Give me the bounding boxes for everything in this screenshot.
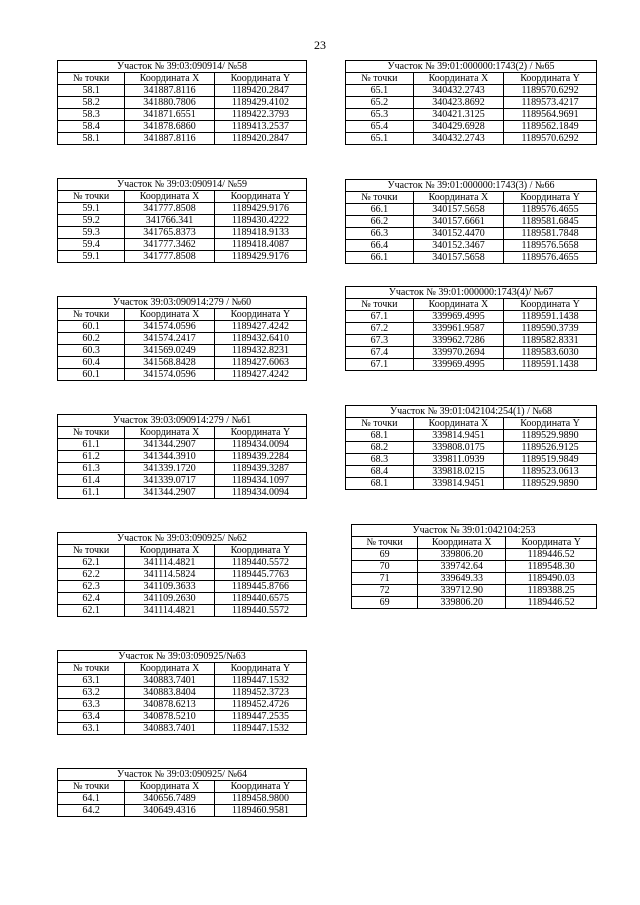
table-row [58, 687, 307, 699]
table-row [352, 597, 597, 609]
table-row [58, 227, 307, 239]
coordinate-table [57, 60, 307, 145]
cell-y: 1189446.52 [506, 597, 597, 609]
cell-y: 1189458.9800 [214, 793, 306, 805]
cell-x: 341109.2630 [125, 593, 215, 605]
cell-y: 1189452.3723 [214, 687, 306, 699]
cell-point: 63.2 [58, 687, 125, 699]
table-row [58, 345, 307, 357]
cell-point: 59.3 [58, 227, 125, 239]
header-x: Координата X [125, 545, 215, 557]
coordinate-table [57, 414, 307, 499]
cell-x: 341574.0596 [125, 369, 215, 381]
header-y: Координата Y [214, 191, 306, 203]
cell-point: 70 [352, 561, 418, 573]
cell-y: 1189570.6292 [504, 85, 597, 97]
cell-point: 58.1 [58, 85, 125, 97]
table-title: Участок № 39:03:090914/ №59 [58, 179, 307, 191]
table-row [346, 109, 597, 121]
header-point: № точки [58, 663, 125, 675]
header-point: № точки [346, 73, 414, 85]
table-row [352, 573, 597, 585]
cell-x: 340878.6213 [125, 699, 215, 711]
cell-x: 340883.7401 [125, 723, 215, 735]
cell-point: 62.1 [58, 557, 125, 569]
header-x: Координата X [125, 191, 215, 203]
cell-y: 1189576.4655 [504, 252, 597, 264]
table-row [58, 675, 307, 687]
header-x: Координата X [125, 427, 215, 439]
table-row [346, 228, 597, 240]
cell-x: 341765.8373 [125, 227, 215, 239]
cell-y: 1189434.0094 [214, 487, 306, 499]
cell-point: 61.1 [58, 439, 125, 451]
header-point: № точки [58, 191, 125, 203]
header-point: № точки [346, 299, 414, 311]
cell-point: 63.4 [58, 711, 125, 723]
cell-x: 340421.3125 [413, 109, 503, 121]
coordinate-table [345, 286, 597, 371]
cell-y: 1189427.4242 [214, 369, 306, 381]
header-x: Координата X [125, 73, 215, 85]
cell-x: 340883.8404 [125, 687, 215, 699]
cell-point: 67.2 [346, 323, 414, 335]
cell-y: 1189460.9581 [214, 805, 306, 817]
table-row [346, 442, 597, 454]
header-point: № точки [58, 545, 125, 557]
cell-y: 1189452.4726 [214, 699, 306, 711]
cell-x: 340656.7489 [125, 793, 215, 805]
cell-x: 341766.341 [125, 215, 215, 227]
cell-point: 59.1 [58, 203, 125, 215]
cell-y: 1189490.03 [506, 573, 597, 585]
table-row [58, 333, 307, 345]
cell-x: 339814.9451 [413, 430, 503, 442]
table-title: Участок № 39:01:000000:1743(4)/ №67 [346, 287, 597, 299]
cell-x: 340878.5210 [125, 711, 215, 723]
cell-y: 1189529.9890 [504, 430, 597, 442]
table-title: Участок № 39:03:090914/ №58 [58, 61, 307, 73]
cell-y: 1189445.7763 [214, 569, 306, 581]
table-row [346, 204, 597, 216]
cell-point: 59.4 [58, 239, 125, 251]
table-row [346, 430, 597, 442]
table-row [58, 357, 307, 369]
cell-x: 340649.4316 [125, 805, 215, 817]
cell-y: 1189576.5658 [504, 240, 597, 252]
cell-x: 341114.5824 [125, 569, 215, 581]
cell-y: 1189573.4217 [504, 97, 597, 109]
table-row [58, 805, 307, 817]
cell-point: 60.3 [58, 345, 125, 357]
cell-point: 63.1 [58, 723, 125, 735]
cell-x: 341344.2907 [125, 439, 215, 451]
coordinate-table [57, 768, 307, 817]
table-row [352, 561, 597, 573]
table-row [58, 605, 307, 617]
cell-point: 64.2 [58, 805, 125, 817]
cell-y: 1189432.6410 [214, 333, 306, 345]
table-row [58, 85, 307, 97]
cell-x: 339806.20 [418, 549, 506, 561]
cell-y: 1189420.2847 [214, 85, 306, 97]
header-x: Координата X [413, 418, 503, 430]
cell-point: 67.3 [346, 335, 414, 347]
cell-y: 1189447.1532 [214, 723, 306, 735]
cell-point: 62.2 [58, 569, 125, 581]
cell-x: 341777.3462 [125, 239, 215, 251]
cell-y: 1189434.1097 [214, 475, 306, 487]
header-y: Координата Y [214, 781, 306, 793]
table-row [58, 97, 307, 109]
cell-point: 67.1 [346, 359, 414, 371]
table-row [58, 369, 307, 381]
cell-y: 1189413.2537 [214, 121, 306, 133]
table-row [58, 251, 307, 263]
table-row [346, 311, 597, 323]
table-row [58, 451, 307, 463]
header-x: Координата X [418, 537, 506, 549]
cell-x: 339811.0939 [413, 454, 503, 466]
header-y: Координата Y [214, 73, 306, 85]
table-row [58, 581, 307, 593]
table-row [346, 335, 597, 347]
cell-x: 341878.6860 [125, 121, 215, 133]
header-x: Координата X [125, 781, 215, 793]
cell-point: 64.1 [58, 793, 125, 805]
cell-x: 340157.5658 [413, 252, 503, 264]
right-column [345, 60, 597, 609]
cell-point: 69 [352, 549, 418, 561]
cell-x: 340432.2743 [413, 85, 503, 97]
header-y: Координата Y [214, 545, 306, 557]
table-title: Участок 39:03:090914:279 / №60 [58, 297, 307, 309]
cell-x: 341568.8428 [125, 357, 215, 369]
cell-point: 68.4 [346, 466, 414, 478]
cell-point: 58.1 [58, 133, 125, 145]
coordinate-table [57, 296, 307, 381]
table-title: Участок № 39:03:090925/ №62 [58, 533, 307, 545]
cell-y: 1189422.3793 [214, 109, 306, 121]
header-y: Координата Y [504, 418, 597, 430]
cell-y: 1189429.4102 [214, 97, 306, 109]
cell-y: 1189447.1532 [214, 675, 306, 687]
cell-x: 339962.7286 [413, 335, 503, 347]
cell-x: 340432.2743 [413, 133, 503, 145]
cell-y: 1189432.8231 [214, 345, 306, 357]
table-row [58, 215, 307, 227]
cell-point: 71 [352, 573, 418, 585]
page-number: 23 [314, 38, 326, 52]
cell-x: 341109.3633 [125, 581, 215, 593]
cell-x: 341887.8116 [125, 133, 215, 145]
cell-x: 341569.0249 [125, 345, 215, 357]
table-row [58, 487, 307, 499]
cell-x: 339808.0175 [413, 442, 503, 454]
header-x: Координата X [413, 73, 503, 85]
cell-x: 339969.4995 [413, 311, 503, 323]
header-point: № точки [58, 73, 125, 85]
table-title: Участок № 39:03:090925/№63 [58, 651, 307, 663]
table-row [58, 109, 307, 121]
coordinate-table [345, 179, 597, 264]
cell-x: 340152.4470 [413, 228, 503, 240]
cell-y: 1189529.9890 [504, 478, 597, 490]
table-row [346, 323, 597, 335]
coordinate-table [57, 650, 307, 735]
cell-point: 65.2 [346, 97, 414, 109]
cell-y: 1189439.2284 [214, 451, 306, 463]
cell-point: 66.4 [346, 240, 414, 252]
cell-point: 68.1 [346, 478, 414, 490]
cell-x: 341344.2907 [125, 487, 215, 499]
table-title: Участок № 39:03:090925/ №64 [58, 769, 307, 781]
cell-x: 341114.4821 [125, 605, 215, 617]
table-row [58, 121, 307, 133]
header-y: Координата Y [504, 299, 597, 311]
cell-point: 66.1 [346, 204, 414, 216]
cell-point: 67.1 [346, 311, 414, 323]
table-row [58, 557, 307, 569]
cell-x: 339970.2694 [413, 347, 503, 359]
cell-point: 63.3 [58, 699, 125, 711]
cell-y: 1189564.9691 [504, 109, 597, 121]
cell-y: 1189440.6575 [214, 593, 306, 605]
cell-y: 1189526.9125 [504, 442, 597, 454]
header-point: № точки [352, 537, 418, 549]
table-row [346, 359, 597, 371]
cell-point: 62.4 [58, 593, 125, 605]
cell-x: 341574.2417 [125, 333, 215, 345]
cell-x: 339649.33 [418, 573, 506, 585]
header-x: Координата X [125, 663, 215, 675]
cell-point: 65.4 [346, 121, 414, 133]
cell-point: 60.2 [58, 333, 125, 345]
cell-point: 58.4 [58, 121, 125, 133]
cell-y: 1189434.0094 [214, 439, 306, 451]
table-row [352, 585, 597, 597]
header-y: Координата Y [214, 309, 306, 321]
cell-x: 339814.9451 [413, 478, 503, 490]
cell-x: 341574.0596 [125, 321, 215, 333]
cell-point: 62.1 [58, 605, 125, 617]
cell-point: 67.4 [346, 347, 414, 359]
cell-point: 60.4 [58, 357, 125, 369]
cell-point: 68.3 [346, 454, 414, 466]
table-row [346, 252, 597, 264]
cell-y: 1189439.3287 [214, 463, 306, 475]
cell-y: 1189447.2535 [214, 711, 306, 723]
table-row [58, 475, 307, 487]
coordinate-table [345, 405, 597, 490]
cell-x: 339712.90 [418, 585, 506, 597]
coordinate-table [57, 178, 307, 263]
cell-point: 63.1 [58, 675, 125, 687]
cell-x: 340152.3467 [413, 240, 503, 252]
header-point: № точки [346, 192, 414, 204]
header-y: Координата Y [214, 663, 306, 675]
cell-point: 65.1 [346, 85, 414, 97]
table-row [346, 216, 597, 228]
cell-x: 339742.64 [418, 561, 506, 573]
cell-x: 339806.20 [418, 597, 506, 609]
cell-point: 62.3 [58, 581, 125, 593]
header-point: № точки [58, 781, 125, 793]
table-title: Участок 39:03:090914:279 / №61 [58, 415, 307, 427]
cell-y: 1189429.9176 [214, 203, 306, 215]
cell-y: 1189420.2847 [214, 133, 306, 145]
cell-point: 66.1 [346, 252, 414, 264]
cell-y: 1189590.3739 [504, 323, 597, 335]
cell-x: 341339.0717 [125, 475, 215, 487]
table-row [352, 549, 597, 561]
cell-y: 1189429.9176 [214, 251, 306, 263]
header-x: Координата X [413, 192, 503, 204]
table-row [346, 347, 597, 359]
cell-y: 1189519.9849 [504, 454, 597, 466]
cell-point: 58.3 [58, 109, 125, 121]
cell-y: 1189581.6845 [504, 216, 597, 228]
cell-y: 1189427.6063 [214, 357, 306, 369]
table-row [346, 478, 597, 490]
cell-x: 341114.4821 [125, 557, 215, 569]
cell-y: 1189570.6292 [504, 133, 597, 145]
cell-y: 1189445.8766 [214, 581, 306, 593]
table-title: Участок № 39:01:042104:253 [352, 525, 597, 537]
cell-point: 66.3 [346, 228, 414, 240]
table-title: Участок № 39:01:000000:1743(3) / №66 [346, 180, 597, 192]
cell-point: 61.2 [58, 451, 125, 463]
cell-y: 1189427.4242 [214, 321, 306, 333]
cell-point: 69 [352, 597, 418, 609]
cell-y: 1189582.8331 [504, 335, 597, 347]
header-y: Координата Y [506, 537, 597, 549]
table-row [58, 793, 307, 805]
cell-point: 66.2 [346, 216, 414, 228]
header-x: Координата X [125, 309, 215, 321]
header-y: Координата Y [214, 427, 306, 439]
cell-x: 341344.3910 [125, 451, 215, 463]
cell-y: 1189576.4655 [504, 204, 597, 216]
cell-point: 72 [352, 585, 418, 597]
cell-y: 1189548.30 [506, 561, 597, 573]
cell-point: 59.1 [58, 251, 125, 263]
cell-y: 1189440.5572 [214, 605, 306, 617]
table-row [346, 466, 597, 478]
cell-point: 65.1 [346, 133, 414, 145]
cell-y: 1189388.25 [506, 585, 597, 597]
cell-x: 341339.1720 [125, 463, 215, 475]
cell-point: 65.3 [346, 109, 414, 121]
table-row [58, 239, 307, 251]
cell-y: 1189523.0613 [504, 466, 597, 478]
table-row [58, 133, 307, 145]
table-title: Участок № 39:01:000000:1743(2) / №65 [346, 61, 597, 73]
cell-x: 339818.0215 [413, 466, 503, 478]
header-point: № точки [58, 309, 125, 321]
cell-y: 1189430.4222 [214, 215, 306, 227]
table-row [58, 593, 307, 605]
cell-point: 60.1 [58, 321, 125, 333]
table-row [346, 121, 597, 133]
cell-x: 340157.6661 [413, 216, 503, 228]
cell-y: 1189581.7848 [504, 228, 597, 240]
cell-y: 1189562.1849 [504, 121, 597, 133]
header-y: Координата Y [504, 73, 597, 85]
cell-x: 339969.4995 [413, 359, 503, 371]
cell-x: 340883.7401 [125, 675, 215, 687]
cell-point: 61.1 [58, 487, 125, 499]
cell-x: 340429.6928 [413, 121, 503, 133]
table-row [58, 723, 307, 735]
table-row [346, 97, 597, 109]
cell-y: 1189591.1438 [504, 311, 597, 323]
cell-point: 68.2 [346, 442, 414, 454]
cell-y: 1189446.52 [506, 549, 597, 561]
cell-point: 60.1 [58, 369, 125, 381]
cell-point: 58.2 [58, 97, 125, 109]
coordinate-table [57, 532, 307, 617]
table-row [58, 699, 307, 711]
table-row [58, 439, 307, 451]
table-row [58, 711, 307, 723]
cell-x: 340423.8692 [413, 97, 503, 109]
header-point: № точки [58, 427, 125, 439]
table-title: Участок № 39:01:042104:254(1) / №68 [346, 406, 597, 418]
cell-x: 341777.8508 [125, 203, 215, 215]
cell-y: 1189418.9133 [214, 227, 306, 239]
cell-point: 59.2 [58, 215, 125, 227]
header-y: Координата Y [504, 192, 597, 204]
cell-x: 339961.9587 [413, 323, 503, 335]
cell-point: 61.4 [58, 475, 125, 487]
table-row [346, 240, 597, 252]
cell-y: 1189583.6030 [504, 347, 597, 359]
table-row [58, 203, 307, 215]
coordinate-table [345, 60, 597, 145]
cell-x: 341871.6551 [125, 109, 215, 121]
cell-x: 340157.5658 [413, 204, 503, 216]
header-x: Координата X [413, 299, 503, 311]
table-row [346, 133, 597, 145]
cell-point: 61.3 [58, 463, 125, 475]
coordinate-table [351, 524, 597, 609]
cell-point: 68.1 [346, 430, 414, 442]
header-point: № точки [346, 418, 414, 430]
cell-y: 1189591.1438 [504, 359, 597, 371]
table-row [58, 569, 307, 581]
cell-y: 1189418.4087 [214, 239, 306, 251]
cell-x: 341777.8508 [125, 251, 215, 263]
cell-y: 1189440.5572 [214, 557, 306, 569]
table-row [58, 463, 307, 475]
table-row [58, 321, 307, 333]
cell-x: 341887.8116 [125, 85, 215, 97]
left-column [57, 60, 307, 817]
cell-x: 341880.7806 [125, 97, 215, 109]
table-row [346, 85, 597, 97]
table-row [346, 454, 597, 466]
